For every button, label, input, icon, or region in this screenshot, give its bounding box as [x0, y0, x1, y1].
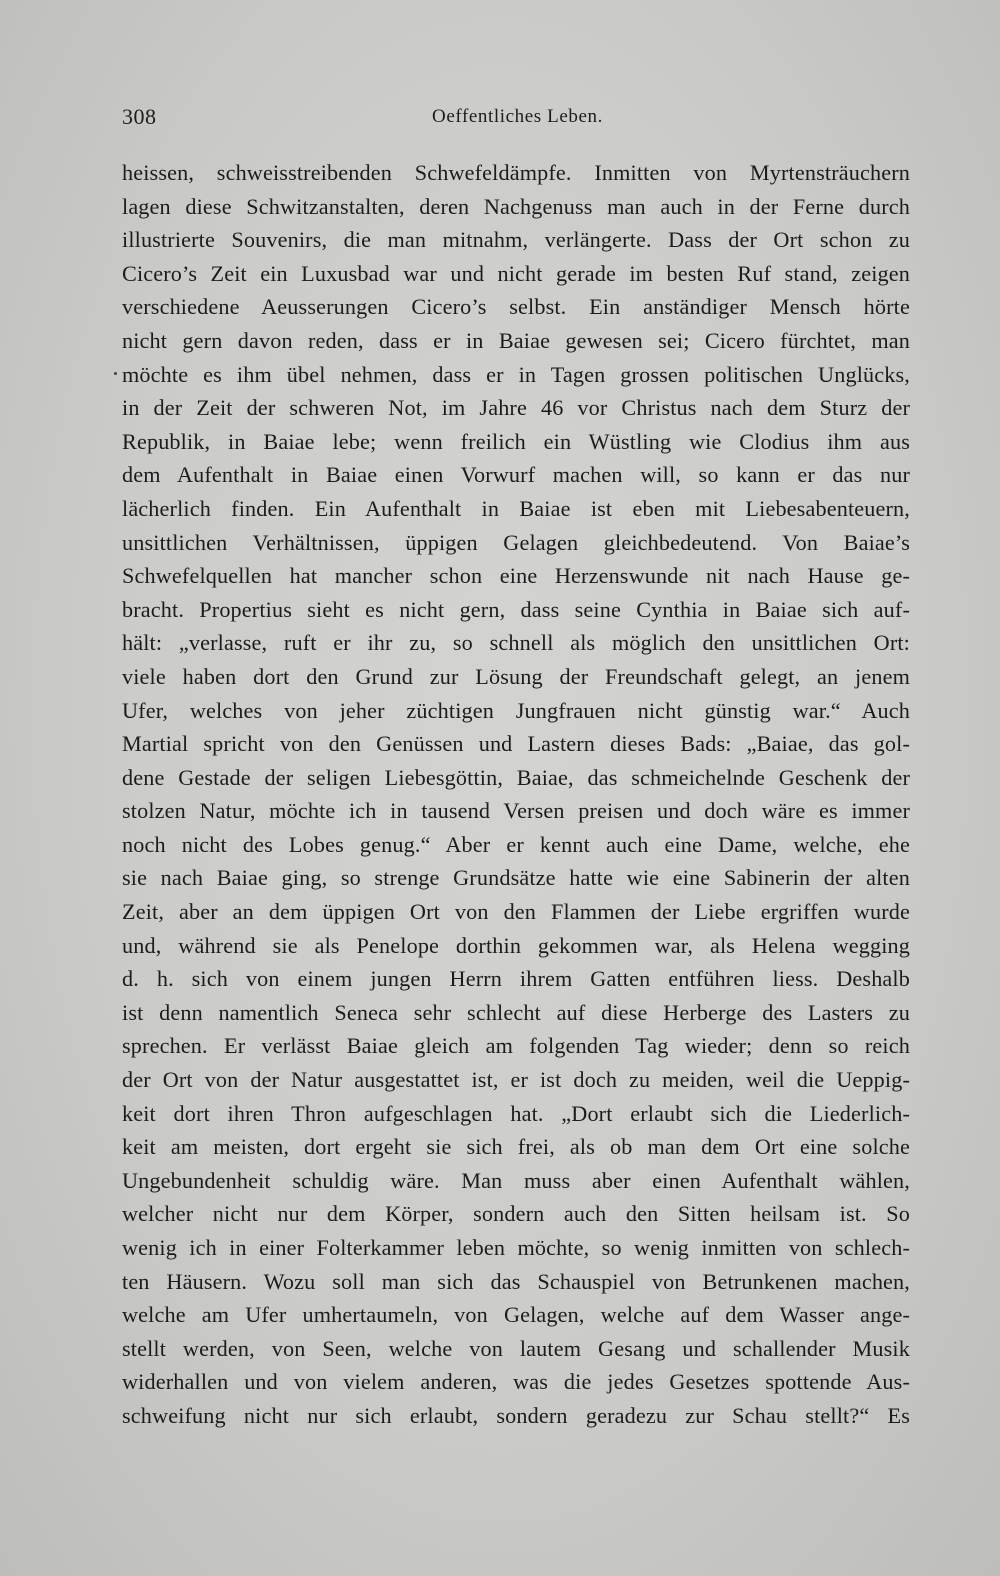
text-line: d. h. sich von einem jungen Herrn ihrem Gatten entführen liess. Deshalb: [122, 966, 910, 992]
text-line: stolzen Natur, möchte ich in tausend Versen preisen und doch wäre es immer: [122, 798, 910, 824]
running-head: Oeffentliches Leben.: [432, 106, 603, 127]
text-line: stellt werden, von Seen, welche von lautem Gesang und schallender Musik: [122, 1335, 910, 1361]
text-line: und, während sie als Penelope dorthin gekommen war, als Helena wegging: [122, 932, 910, 958]
text-line: widerhallen und von vielem anderen, was die jedes Gesetzes spottende Aus-: [122, 1369, 910, 1395]
text-line: hält: „verlasse, ruft er ihr zu, so schnell als möglich den unsittlichen Ort:: [122, 630, 910, 656]
text-line: lagen diese Schwitzanstalten, deren Nachgenuss man auch in der Ferne durch: [122, 193, 910, 219]
text-line: Ungebundenheit schuldig wäre. Man muss aber einen Aufenthalt wählen,: [122, 1167, 910, 1193]
text-line: Cicero’s Zeit ein Luxusbad war und nicht gerade im besten Ruf stand, zeigen: [122, 260, 910, 286]
text-line: nicht gern davon reden, dass er in Baiae gewesen sei; Cicero fürchtet, man: [122, 327, 910, 353]
text-line: lächerlich finden. Ein Aufenthalt in Baiae ist eben mit Liebesabenteuern,: [122, 495, 910, 521]
text-line: viele haben dort den Grund zur Lösung der Freundschaft gelegt, an jenem: [122, 663, 910, 689]
text-line: heissen, schweisstreibenden Schwefeldämpfe. Inmitten von Myrtensträuchern: [122, 160, 910, 185]
text-line: noch nicht des Lobes genug.“ Aber er kennt auch eine Dame, welche, ehe: [122, 831, 910, 857]
text-line: schweifung nicht nur sich erlaubt, sondern geradezu zur Schau stellt?“ Es: [122, 1402, 910, 1428]
text-line: ist denn namentlich Seneca sehr schlecht auf diese Herberge des Lasters zu: [122, 999, 910, 1025]
page-header: [122, 104, 910, 134]
text-line: Ufer, welches von jeher züchtigen Jungfrauen nicht günstig war.“ Auch: [122, 697, 910, 723]
text-line: dene Gestade der seligen Liebesgöttin, Baiae, das schmeichelnde Geschenk der: [122, 764, 910, 790]
text-line: Martial spricht von den Genüssen und Lastern dieses Bads: „Baiae, das gol-: [122, 731, 910, 757]
text-line: illustrierte Souvenirs, die man mitnahm, verlängerte. Dass der Ort schon zu: [122, 227, 910, 253]
text-line: welche am Ufer umhertaumeln, von Gelagen, welche auf dem Wasser ange-: [122, 1302, 910, 1328]
text-line: der Ort von der Natur ausgestattet ist, er ist doch zu meiden, weil die Ueppig-: [122, 1067, 910, 1093]
body-text: [122, 156, 910, 1433]
page-number: 308: [122, 104, 157, 129]
text-line: keit am meisten, dort ergeht sie sich frei, als ob man dem Ort eine solche: [122, 1134, 910, 1160]
text-line: Republik, in Baiae lebe; wenn freilich ein Wüstling wie Clodius ihm aus: [122, 428, 910, 454]
text-line: wenig ich in einer Folterkammer leben möchte, so wenig inmitten von schlech-: [122, 1235, 910, 1260]
text-line: bracht. Propertius sieht es nicht gern, dass seine Cynthia in Baiae sich auf-: [122, 596, 910, 622]
text-line: möchte es ihm übel nehmen, dass er in Tagen grossen politischen Unglücks,: [122, 361, 910, 387]
text-line: keit dort ihren Thron aufgeschlagen hat. „Dort erlaubt sich die Liederlich-: [122, 1100, 910, 1126]
text-line: welcher nicht nur dem Körper, sondern auch den Sitten heilsam ist. So: [122, 1201, 910, 1227]
text-line: verschiedene Aeusserungen Cicero’s selbst. Ein anständiger Mensch hörte: [122, 294, 910, 320]
text-line: sprechen. Er verlässt Baiae gleich am folgenden Tag wieder; denn so reich: [122, 1033, 910, 1059]
text-line: ten Häusern. Wozu soll man sich das Schauspiel von Betrunkenen machen,: [122, 1268, 910, 1294]
text-line: unsittlichen Verhältnissen, üppigen Gelagen gleichbedeutend. Von Baiae’s: [122, 529, 910, 555]
text-line: sie nach Baiae ging, so strenge Grundsätze hatte wie eine Sabinerin der alten: [122, 865, 910, 891]
text-line: in der Zeit der schweren Not, im Jahre 46 vor Christus nach dem Sturz der: [122, 395, 910, 421]
text-line: Zeit, aber an dem üppigen Ort von den Flammen der Liebe ergriffen wurde: [122, 899, 910, 925]
margin-speck: [114, 372, 117, 375]
text-line: dem Aufenthalt in Baiae einen Vorwurf machen will, so kann er das nur: [122, 462, 910, 488]
text-line: Schwefelquellen hat mancher schon eine Herzenswunde nit nach Hause ge-: [122, 563, 910, 589]
